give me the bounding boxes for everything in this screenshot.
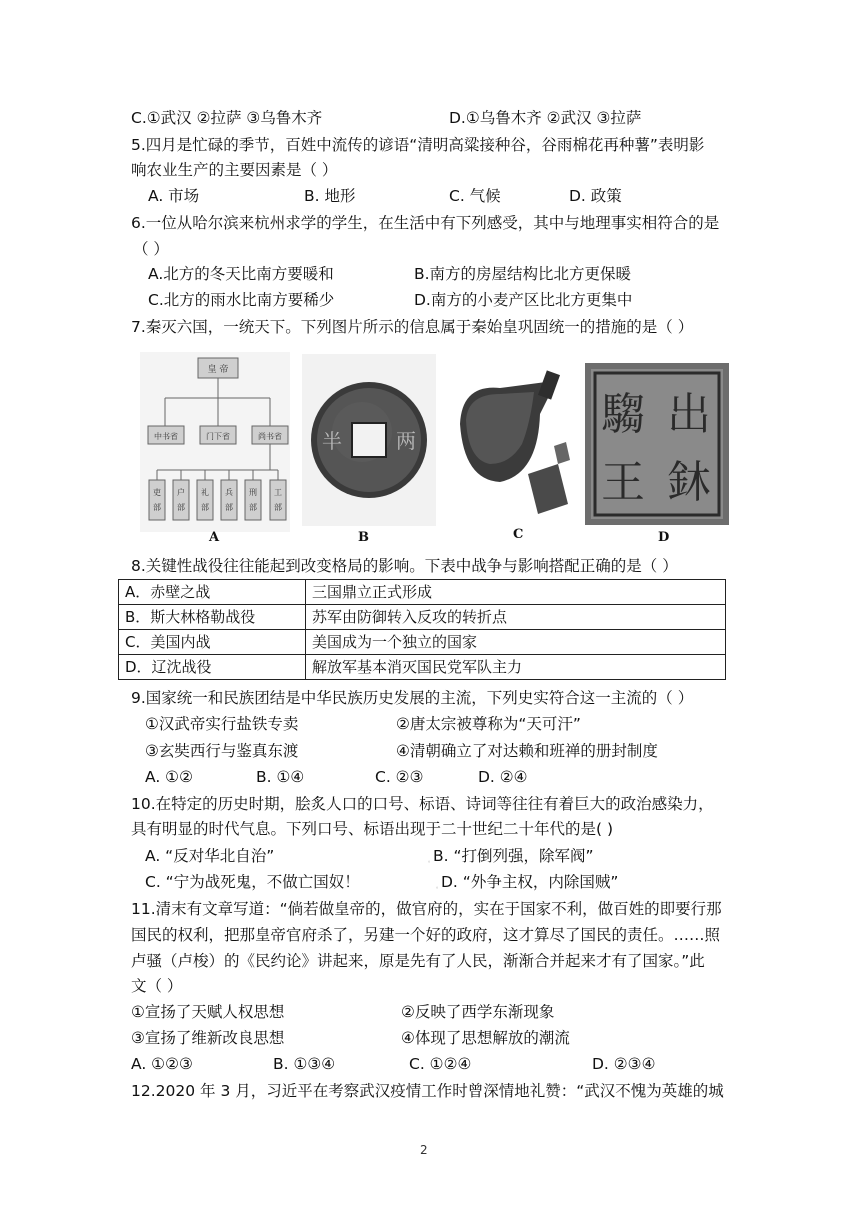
q9-statement-2: ②唐太宗被尊称为“天可汗” <box>396 715 581 733</box>
svg-text:部: 部 <box>153 503 161 512</box>
q11-statement-3: ③宣扬了维新改良思想 <box>131 1029 285 1047</box>
q4-option-d: D.①乌鲁木齐 ②武汉 ③拉萨 <box>449 109 642 127</box>
q9-statement-3: ③玄奘西行与鉴真东渡 <box>145 742 299 760</box>
coin-char-ban: 半 <box>322 429 342 453</box>
q8-row-b-war: B．斯大林格勒战役 <box>119 605 306 630</box>
q12-stem-line1: 12.2020 年 3 月，习近平在考察武汉疫情工作时曾深情地礼赞：“武汉不愧为英雄的城 <box>131 1082 724 1100</box>
page-number: 2 <box>420 1143 428 1157</box>
svg-text:户: 户 <box>177 488 185 497</box>
q6-option-d: D.南方的小麦产区比北方更集中 <box>414 291 633 309</box>
svg-text:吏: 吏 <box>153 488 161 497</box>
q8-row-a-war: A．赤壁之战 <box>119 580 306 605</box>
caption-c: C <box>513 527 524 542</box>
q6-stem-line2: （ ） <box>133 240 169 258</box>
svg-text:部: 部 <box>177 503 185 512</box>
q9-option-b: B. ①④ <box>256 768 305 786</box>
q5-option-b: B. 地形 <box>304 187 356 205</box>
caption-d: D <box>658 530 670 545</box>
coin-char-liang: 两 <box>396 429 416 453</box>
q6-option-c: C.北方的雨水比南方要稀少 <box>148 291 335 309</box>
image-c-measuring-tools <box>450 364 580 526</box>
q11-statement-1: ①宣扬了天赋人权思想 <box>131 1003 285 1021</box>
q9-option-d: D. ②④ <box>478 768 528 786</box>
q4-option-c: C.①武汉 ②拉萨 ③乌鲁木齐 <box>131 109 323 127</box>
image-d-seal <box>585 363 729 525</box>
diagram-mid-2: 门下省 <box>206 432 230 441</box>
q8-table <box>118 579 726 680</box>
q8-row-c-war: C．美国内战 <box>119 630 306 655</box>
q5-stem-line1: 5.四月是忙碌的季节，百姓中流传的谚语“清明高粱接种谷，谷雨棉花再种薯”表明影 <box>131 136 705 154</box>
table-row <box>119 605 726 630</box>
diagram-top-label: 皇 帝 <box>207 365 229 375</box>
q11-statement-4: ④体现了思想解放的潮流 <box>401 1029 570 1047</box>
q10-option-d: D. “外争主权，内除国贼” <box>441 873 619 891</box>
image-a-government-diagram <box>140 352 290 532</box>
q5-option-a: A. 市场 <box>148 187 200 205</box>
q9-option-a: A. ①② <box>145 768 193 786</box>
svg-text:刑: 刑 <box>249 488 257 497</box>
svg-text:部: 部 <box>225 503 233 512</box>
q10-option-a: A. “反对华北自治” <box>145 847 275 865</box>
seal-char-4: 鈢 <box>667 457 711 508</box>
q5-option-d: D. 政策 <box>569 187 622 205</box>
q11-stem-line4: 文（ ） <box>131 977 183 995</box>
q11-stem-line1: 11.清末有文章写道：“倘若做皇帝的，做官府的，实在于国家不利，做百姓的即要行那 <box>131 900 722 918</box>
q11-stem-line2: 国民的权利，把那皇帝官府杀了，另建一个好的政府，这才算尽了国民的责任。……照 <box>131 926 721 944</box>
diagram-mid-1: 中书省 <box>154 432 178 441</box>
seal-char-1: 騶 <box>601 389 645 440</box>
q6-option-b: B.南方的房屋结构比北方更保暖 <box>414 265 632 283</box>
caption-b: B <box>358 530 369 545</box>
caption-a: A <box>209 530 220 545</box>
table-row <box>119 580 726 605</box>
svg-text:工: 工 <box>274 488 282 497</box>
q8-row-d-impact: 解放军基本消灭国民党军队主力 <box>306 655 726 680</box>
q8-row-d-war: D．辽沈战役 <box>119 655 306 680</box>
q9-statement-1: ①汉武帝实行盐铁专卖 <box>145 715 299 733</box>
table-row <box>119 630 726 655</box>
q10-stem-line2: 具有明显的时代气息。下列口号、标语出现于二十世纪二十年代的是( ) <box>131 820 614 838</box>
q11-option-d: D. ②③④ <box>592 1055 656 1073</box>
q9-statement-4: ④清朝确立了对达赖和班禅的册封制度 <box>396 742 658 760</box>
seal-char-3: 王 <box>601 457 645 508</box>
svg-text:礼: 礼 <box>201 488 209 497</box>
q8-row-c-impact: 美国成为一个独立的国家 <box>306 630 726 655</box>
svg-text:部: 部 <box>274 503 282 512</box>
q11-option-c: C. ①②④ <box>409 1055 472 1073</box>
q10-stem-line1: 10.在特定的历史时期，脍炙人口的口号、标语、诗词等往往有着巨大的政治感染力， <box>131 795 714 813</box>
q6-option-a: A.北方的冬天比南方要暖和 <box>148 265 334 283</box>
q10-option-c: C. “宁为战死鬼，不做亡国奴！ <box>145 873 360 891</box>
image-b-coin <box>302 354 436 526</box>
q6-stem-line1: 6.一位从哈尔滨来杭州求学的学生，在生活中有下列感受，其中与地理事实相符合的是 <box>131 214 720 232</box>
q5-option-c: C. 气候 <box>449 187 501 205</box>
q10-stray-mark: 。 <box>428 857 435 864</box>
q9-option-c: C. ②③ <box>375 768 424 786</box>
q8-row-a-impact: 三国鼎立正式形成 <box>306 580 726 605</box>
diagram-mid-3: 尚书省 <box>258 432 282 441</box>
q8-row-b-impact: 苏军由防御转入反攻的转折点 <box>306 605 726 630</box>
table-row <box>119 655 726 680</box>
q10-option-b: B. “打倒列强，除军阀” <box>433 847 594 865</box>
q9-stem: 9.国家统一和民族团结是中华民族历史发展的主流，下列史实符合这一主流的（ ） <box>131 689 694 707</box>
q11-statement-2: ②反映了西学东渐现象 <box>401 1003 555 1021</box>
q11-option-b: B. ①③④ <box>273 1055 336 1073</box>
seal-char-2: 出 <box>667 389 711 440</box>
q11-stem-line3: 卢骚（卢梭）的《民约论》讲起来，原是先有了人民，渐渐合并起来才有了国家。”此 <box>131 952 705 970</box>
q7-stem: 7.秦灭六国，一统天下。下列图片所示的信息属于秦始皇巩固统一的措施的是（ ） <box>131 318 694 336</box>
q11-option-a: A. ①②③ <box>131 1055 193 1073</box>
svg-text:部: 部 <box>249 503 257 512</box>
q10-stray-mark-2: 。 <box>436 883 443 890</box>
svg-text:部: 部 <box>201 503 209 512</box>
q5-stem-line2: 响农业生产的主要因素是（ ） <box>131 161 338 179</box>
svg-text:兵: 兵 <box>225 488 233 497</box>
q8-stem: 8.关键性战役往往能起到改变格局的影响。下表中战争与影响搭配正确的是（ ） <box>131 557 678 575</box>
